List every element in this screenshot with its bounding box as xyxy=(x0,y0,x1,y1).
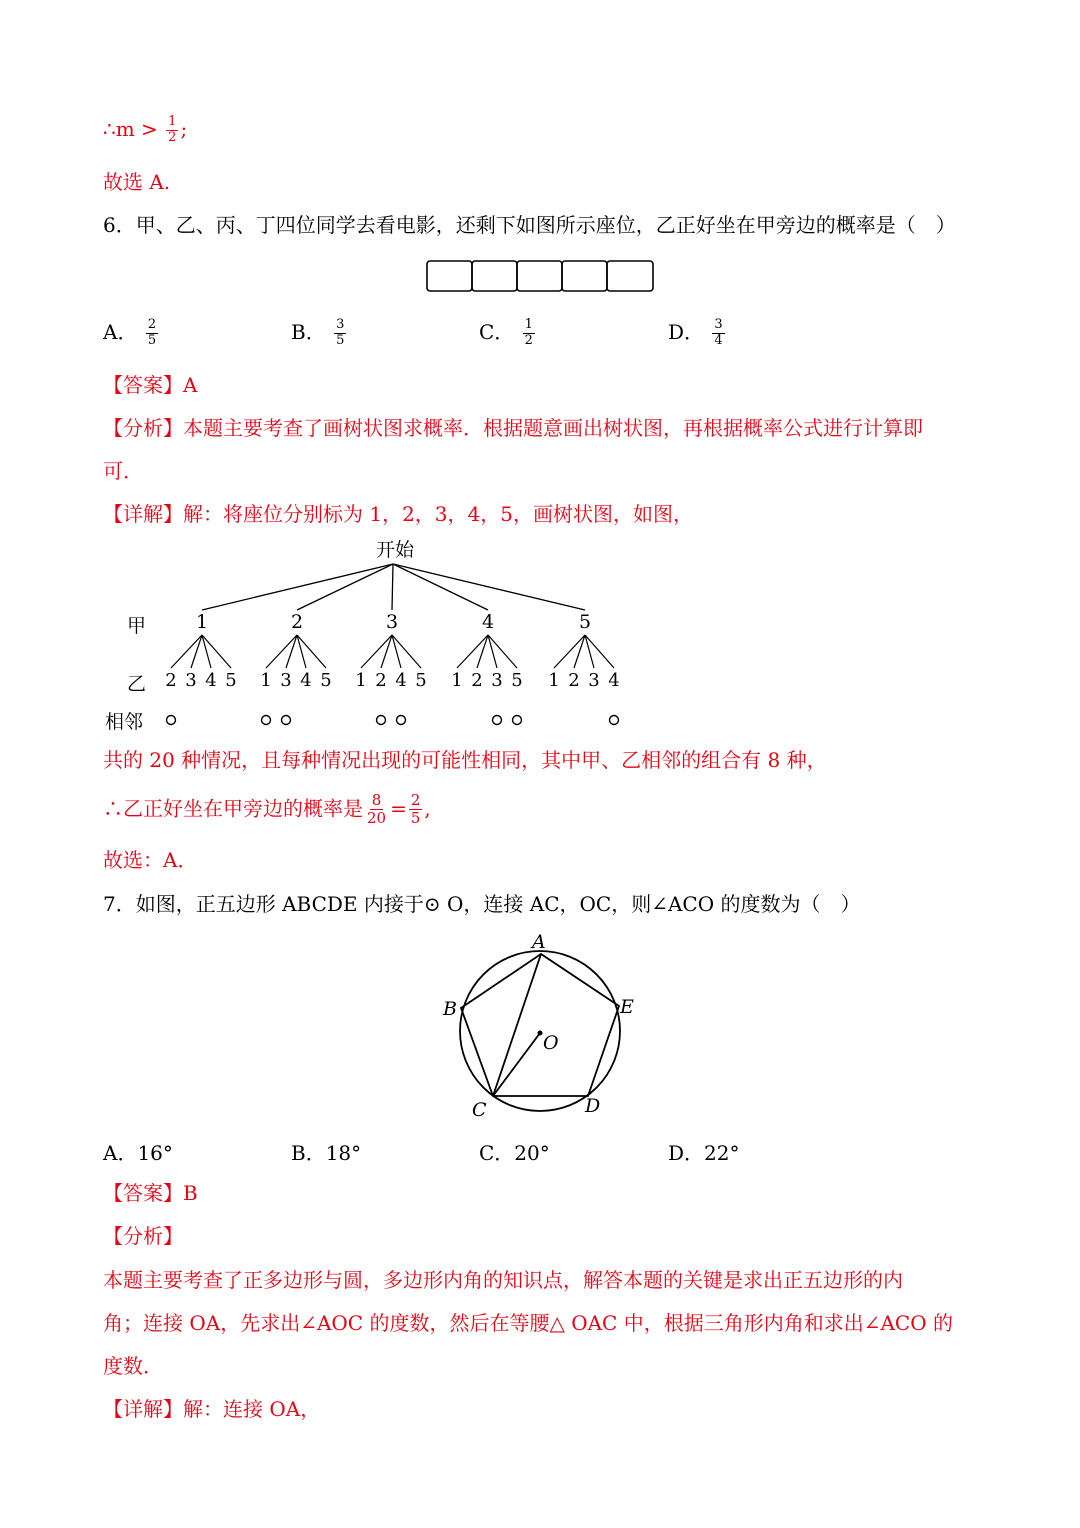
l2-2-b: 3 xyxy=(280,670,292,691)
question-7: 7．如图，正五边形 ABCDE 内接于⊙ O，连接 AC，OC，则∠ACO 的度数为（ ） xyxy=(103,892,861,916)
l1-node-2: 2 xyxy=(290,611,304,633)
label-c: C xyxy=(472,1099,487,1121)
adjacent-marker xyxy=(377,716,386,725)
question-6: 6．甲、乙、丙、丁四位同学去看电影，还剩下如图所示座位，乙正好坐在甲旁边的概率是（ ） xyxy=(103,213,956,237)
l2-1-a: 2 xyxy=(165,670,177,691)
analysis-6-line-2: 可． xyxy=(103,459,143,483)
adjacent-marker xyxy=(262,716,271,725)
adjacent-marker xyxy=(397,716,406,725)
segment-oc xyxy=(493,1033,540,1096)
q7-option-a: A．16° xyxy=(103,1141,173,1165)
m-frac-den: 2 xyxy=(168,129,177,145)
prob-frac-1: $\frac{8}{20}$ xyxy=(367,791,387,828)
q7-option-c: C．20° xyxy=(479,1141,550,1165)
l2-4-a: 1 xyxy=(451,670,463,691)
q6-option-d: D． $\frac{3}{4}$ xyxy=(668,317,723,348)
adjacent-marker xyxy=(610,716,619,725)
seat-3 xyxy=(517,261,562,291)
seat-row-figure xyxy=(424,258,658,294)
row-label-adjacent: 相邻 xyxy=(105,711,144,733)
choose-a-2: 故选：A． xyxy=(103,848,198,872)
detail-6: 【详解】解：将座位分别标为 1，2，3，4，5，画树状图，如图， xyxy=(103,502,693,526)
l2-5-d: 4 xyxy=(608,670,620,691)
tree-root: 开始 xyxy=(375,539,415,561)
label-a: A xyxy=(532,931,546,953)
pentagon-circle-figure xyxy=(436,928,646,1124)
label-b: B xyxy=(443,998,457,1020)
probability-tree-diagram xyxy=(95,532,655,740)
answer-6: 【答案】A xyxy=(103,373,198,397)
m-fraction xyxy=(166,115,178,146)
m-frac-num: 1 xyxy=(168,114,177,129)
choose-a-1: 故选 A. xyxy=(103,170,171,194)
analysis-7-line-2: 角；连接 OA，先求出∠AOC 的度数，然后在等腰△ OAC 中，根据三角形内角和求出∠ACO 的 xyxy=(103,1311,953,1335)
analysis-7-line-3: 度数． xyxy=(103,1354,163,1378)
probability-result: ∴乙正好坐在甲旁边的概率是 $\frac{8}{20}$ = $\frac{2}{5}$ , xyxy=(103,791,431,828)
seat-2 xyxy=(472,261,517,291)
l2-3-a: 1 xyxy=(355,670,367,691)
seat-1 xyxy=(427,261,472,291)
l2-5-a: 1 xyxy=(548,670,560,691)
row-label-jia: 甲 xyxy=(127,615,147,637)
regular-pentagon xyxy=(461,954,619,1096)
adjacent-marker xyxy=(167,716,176,725)
q6-option-a: A． $\frac{2}{5}$ xyxy=(103,317,157,348)
l2-5-b: 2 xyxy=(568,670,580,691)
analysis-6-line-1: 【分析】本题主要考查了画树状图求概率．根据题意画出树状图，再根据概率公式进行计算即 xyxy=(103,416,923,440)
label-e: E xyxy=(620,996,634,1018)
l2-3-b: 2 xyxy=(375,670,387,691)
l2-2-c: 4 xyxy=(300,670,312,691)
q6-option-b: B． $\frac{3}{5}$ xyxy=(291,317,345,348)
center-point xyxy=(538,1031,543,1036)
l2-2-a: 1 xyxy=(260,670,272,691)
row-label-yi: 乙 xyxy=(127,673,147,695)
l2-3-d: 5 xyxy=(415,670,427,691)
q6-option-c: C． $\frac{1}{2}$ xyxy=(479,317,533,348)
l1-node-1: 1 xyxy=(195,611,209,633)
tree-branches-level2 xyxy=(171,635,614,668)
seat-4 xyxy=(562,261,607,291)
l2-1-b: 3 xyxy=(185,670,197,691)
l1-node-5: 5 xyxy=(578,611,592,633)
l2-5-c: 3 xyxy=(588,670,600,691)
l2-4-d: 5 xyxy=(511,670,523,691)
answer-7: 【答案】B xyxy=(103,1181,198,1205)
total-cases: 共的 20 种情况，且每种情况出现的可能性相同，其中甲、乙相邻的组合有 8 种， xyxy=(103,748,827,772)
analysis-7-label: 【分析】 xyxy=(103,1224,183,1248)
adjacent-marker xyxy=(282,716,291,725)
segment-ac xyxy=(493,954,541,1096)
l2-1-d: 5 xyxy=(225,670,237,691)
label-d: D xyxy=(585,1095,601,1117)
seat-5 xyxy=(607,261,653,291)
l2-4-c: 3 xyxy=(491,670,503,691)
prob-frac-2: $\frac{2}{5}$ xyxy=(410,791,421,828)
m-prefix: ∴m > xyxy=(103,116,158,141)
adjacent-marker xyxy=(493,716,502,725)
q7-option-b: B．18° xyxy=(291,1141,362,1165)
tree-level2-labels xyxy=(165,670,619,691)
adjacent-marker xyxy=(513,716,522,725)
l2-3-c: 4 xyxy=(395,670,407,691)
analysis-7-line-1: 本题主要考查了正多边形与圆，多边形内角的知识点，解答本题的关键是求出正五边形的内 xyxy=(103,1268,903,1292)
q7-option-d: D．22° xyxy=(668,1141,740,1165)
m-inequality xyxy=(103,115,187,146)
label-o: O xyxy=(543,1032,559,1054)
m-suffix: ; xyxy=(180,116,188,141)
l2-1-c: 4 xyxy=(205,670,217,691)
l2-4-b: 2 xyxy=(471,670,483,691)
tree-branches-level1 xyxy=(202,564,585,610)
adjacent-markers xyxy=(167,716,619,725)
l1-node-4: 4 xyxy=(481,611,495,633)
l2-2-d: 5 xyxy=(320,670,332,691)
detail-7: 【详解】解：连接 OA， xyxy=(103,1397,321,1421)
l1-node-3: 3 xyxy=(385,611,399,633)
